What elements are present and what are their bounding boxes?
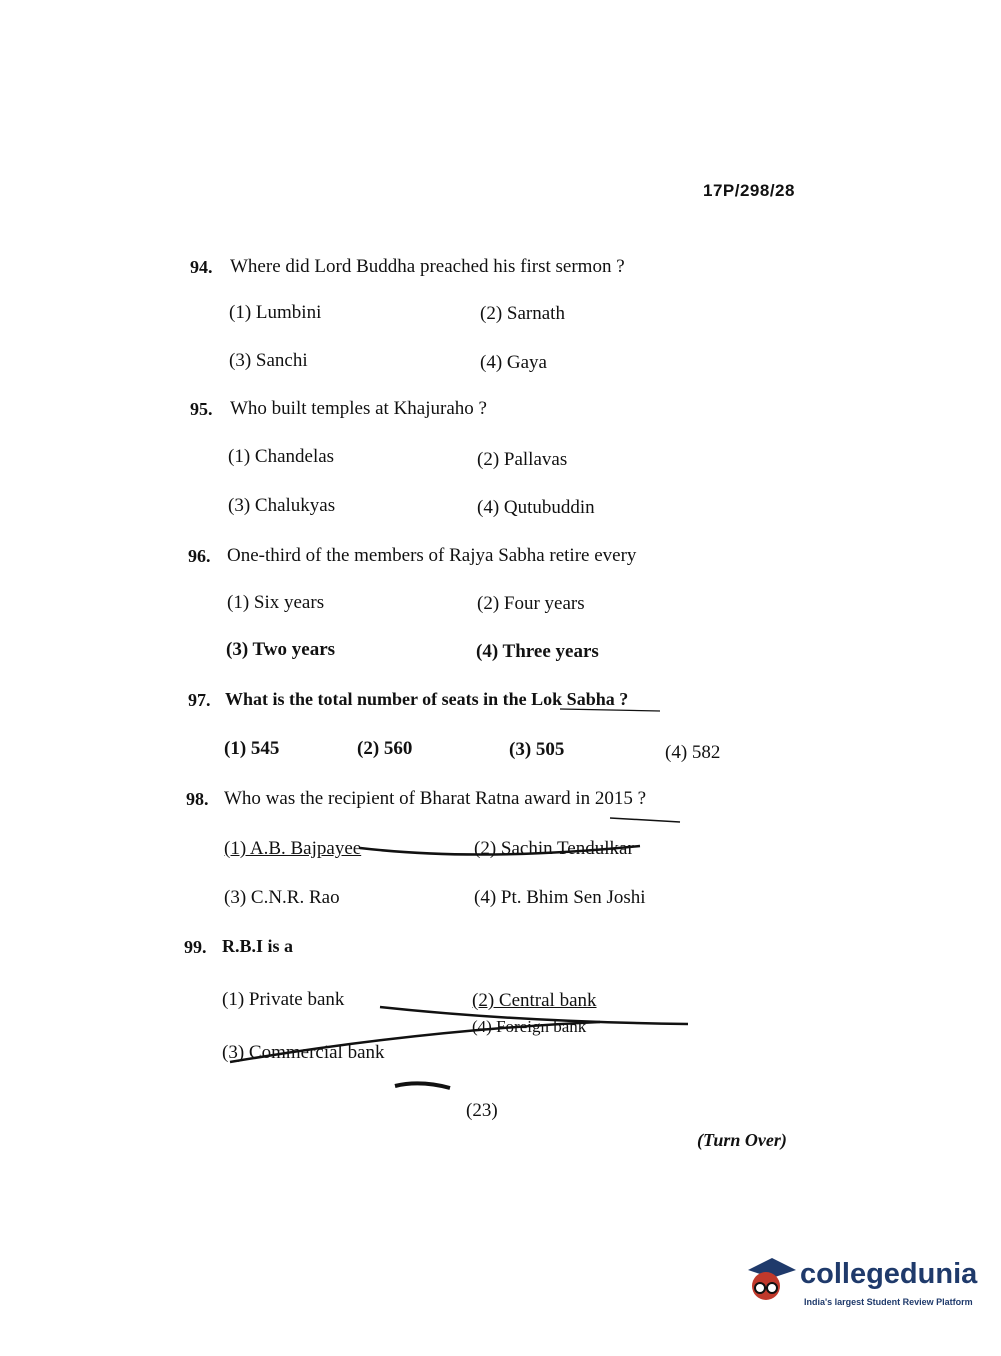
option-1: (1) Six years: [227, 592, 325, 613]
option-1: (1) Lumbini: [229, 302, 322, 323]
option-4: (4) 582: [665, 742, 721, 763]
brand-tagline: India's largest Student Review Platform: [804, 1297, 973, 1307]
option-1: (1) 545: [224, 738, 280, 759]
question-number: 94.: [190, 257, 213, 277]
option-2: (2) Four years: [477, 593, 585, 614]
brand-name: collegedunia: [800, 1258, 978, 1290]
option-3: (3) Two years: [226, 639, 336, 660]
paper-code: 17P/298/28: [703, 181, 795, 200]
option-2: (2) Sachin Tendulkar: [474, 838, 634, 859]
option-2: (2) Sarnath: [480, 303, 565, 324]
option-3: (3) C.N.R. Rao: [224, 887, 340, 908]
question-text: Who was the recipient of Bharat Ratna award in 2015 ?: [224, 788, 647, 809]
question-number: 99.: [184, 937, 207, 957]
option-3: (3) 505: [509, 739, 565, 760]
mascot-logo-icon: [742, 1252, 800, 1310]
option-3: (3) Chalukyas: [228, 495, 336, 516]
option-1: (1) A.B. Bajpayee: [224, 838, 362, 859]
question-text: R.B.I is a: [222, 936, 294, 956]
question-number: 97.: [188, 690, 211, 710]
option-4: (4) Pt. Bhim Sen Joshi: [474, 887, 646, 908]
option-2: (2) Central bank: [472, 990, 597, 1011]
option-3: (3) Commercial bank: [222, 1042, 385, 1063]
question-text: Who built temples at Khajuraho ?: [230, 398, 487, 419]
option-3: (3) Sanchi: [229, 350, 308, 371]
option-2: (2) 560: [357, 738, 413, 759]
question-text: Where did Lord Buddha preached his first sermon ?: [230, 256, 625, 277]
collegedunia-watermark: [742, 1250, 978, 1314]
page-number: (23): [466, 1100, 498, 1121]
option-4: (4) Qutubuddin: [477, 497, 595, 518]
option-1: (1) Private bank: [222, 989, 345, 1010]
question-number: 95.: [190, 399, 213, 419]
option-4: (4) Foreign bank: [472, 1017, 587, 1036]
question-text: What is the total number of seats in the Lok Sabha ?: [225, 689, 629, 709]
question-number: 98.: [186, 789, 209, 809]
option-2: (2) Pallavas: [477, 449, 568, 470]
option-4: (4) Three years: [476, 641, 599, 662]
option-1: (1) Chandelas: [228, 446, 335, 467]
turn-over-note: (Turn Over): [697, 1130, 787, 1150]
option-4: (4) Gaya: [480, 352, 547, 373]
question-text: One-third of the members of Rajya Sabha retire every: [227, 545, 637, 566]
question-number: 96.: [188, 546, 211, 566]
